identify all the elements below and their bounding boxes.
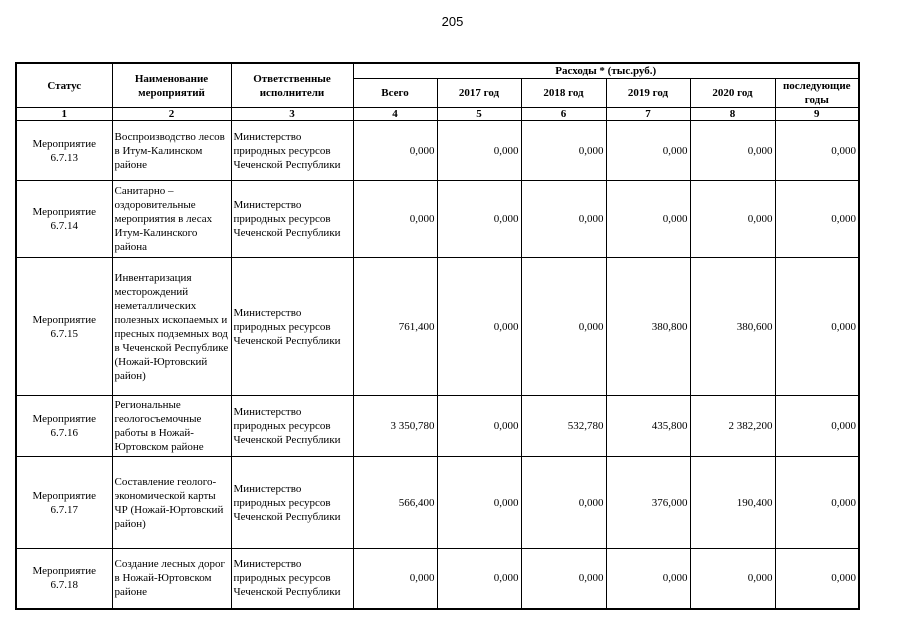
column-number: 5	[437, 108, 521, 121]
year-2017-cell: 0,000	[437, 181, 521, 258]
year-2019-cell: 435,800	[606, 396, 690, 457]
year-2017-cell: 0,000	[437, 549, 521, 609]
year-2018-cell: 0,000	[521, 258, 606, 396]
event-name-cell: Создание лесных дорог в Ножай-Юртовском районе	[112, 549, 231, 609]
year-2017-cell: 0,000	[437, 457, 521, 549]
header-name: Наименование мероприятий	[112, 63, 231, 108]
column-number: 4	[353, 108, 437, 121]
column-number: 6	[521, 108, 606, 121]
year-2018-cell: 0,000	[521, 549, 606, 609]
header-2017: 2017 год	[437, 79, 521, 108]
year-2019-cell: 380,800	[606, 258, 690, 396]
total-cell: 0,000	[353, 181, 437, 258]
event-name-cell: Региональные геологосъемочные работы в Ножай-Юртовском районе	[112, 396, 231, 457]
year-2018-cell: 0,000	[521, 457, 606, 549]
year-2020-cell: 380,600	[690, 258, 775, 396]
status-cell: Мероприятие 6.7.18	[16, 549, 112, 609]
status-cell: Мероприятие 6.7.14	[16, 181, 112, 258]
column-number: 7	[606, 108, 690, 121]
year-2017-cell: 0,000	[437, 396, 521, 457]
year-2018-cell: 532,780	[521, 396, 606, 457]
year-2020-cell: 0,000	[690, 549, 775, 609]
event-name-cell: Составление геолого-экономической карты ЧР (Ножай-Юртовский район)	[112, 457, 231, 549]
header-2018: 2018 год	[521, 79, 606, 108]
year-2019-cell: 0,000	[606, 121, 690, 181]
table-body	[16, 121, 859, 609]
table-row	[16, 258, 859, 396]
column-number: 8	[690, 108, 775, 121]
header-2020: 2020 год	[690, 79, 775, 108]
table-row	[16, 181, 859, 258]
year-2020-cell: 0,000	[690, 181, 775, 258]
page-number: 205	[441, 14, 464, 29]
year-2019-cell: 0,000	[606, 181, 690, 258]
year-2020-cell: 190,400	[690, 457, 775, 549]
responsible-cell: Министерство природных ресурсов Чеченской Республики	[231, 396, 353, 457]
status-cell: Мероприятие 6.7.13	[16, 121, 112, 181]
later-years-cell: 0,000	[775, 396, 859, 457]
header-2019: 2019 год	[606, 79, 690, 108]
later-years-cell: 0,000	[775, 181, 859, 258]
header-total: Всего	[353, 79, 437, 108]
column-number: 1	[16, 108, 112, 121]
total-cell: 566,400	[353, 457, 437, 549]
responsible-cell: Министерство природных ресурсов Чеченской Республики	[231, 181, 353, 258]
later-years-cell: 0,000	[775, 457, 859, 549]
status-cell: Мероприятие 6.7.17	[16, 457, 112, 549]
later-years-cell: 0,000	[775, 121, 859, 181]
total-cell: 3 350,780	[353, 396, 437, 457]
column-number: 2	[112, 108, 231, 121]
year-2020-cell: 2 382,200	[690, 396, 775, 457]
year-2019-cell: 0,000	[606, 549, 690, 609]
total-cell: 761,400	[353, 258, 437, 396]
table-row	[16, 457, 859, 549]
status-cell: Мероприятие 6.7.16	[16, 396, 112, 457]
responsible-cell: Министерство природных ресурсов Чеченской Республики	[231, 258, 353, 396]
column-number-row	[16, 108, 859, 121]
year-2019-cell: 376,000	[606, 457, 690, 549]
table-row	[16, 396, 859, 457]
header-responsible: Ответственные исполнители	[231, 63, 353, 108]
budget-table	[15, 62, 860, 610]
total-cell: 0,000	[353, 549, 437, 609]
year-2017-cell: 0,000	[437, 121, 521, 181]
header-status: Статус	[16, 63, 112, 108]
year-2018-cell: 0,000	[521, 121, 606, 181]
year-2018-cell: 0,000	[521, 181, 606, 258]
event-name-cell: Санитарно – оздоровительные мероприятия в лесах Итум-Калинского района	[112, 181, 231, 258]
status-cell: Мероприятие 6.7.15	[16, 258, 112, 396]
year-2017-cell: 0,000	[437, 258, 521, 396]
total-cell: 0,000	[353, 121, 437, 181]
responsible-cell: Министерство природных ресурсов Чеченской Республики	[231, 457, 353, 549]
table-row	[16, 549, 859, 609]
responsible-cell: Министерство природных ресурсов Чеченской Республики	[231, 121, 353, 181]
later-years-cell: 0,000	[775, 549, 859, 609]
later-years-cell: 0,000	[775, 258, 859, 396]
column-number: 9	[775, 108, 859, 121]
year-2020-cell: 0,000	[690, 121, 775, 181]
column-number: 3	[231, 108, 353, 121]
header-expenses: Расходы * (тыс.руб.)	[353, 63, 859, 79]
header-later: последующие годы	[775, 79, 859, 108]
event-name-cell: Воспроизводство лесов в Итум-Калинском районе	[112, 121, 231, 181]
table-row	[16, 121, 859, 181]
event-name-cell: Инвентаризация месторождений неметаллических полезных ископаемых и пресных подземных вод в Чеченской Республике (Ножай-Юртовский район)	[112, 258, 231, 396]
responsible-cell: Министерство природных ресурсов Чеченской Республики	[231, 549, 353, 609]
